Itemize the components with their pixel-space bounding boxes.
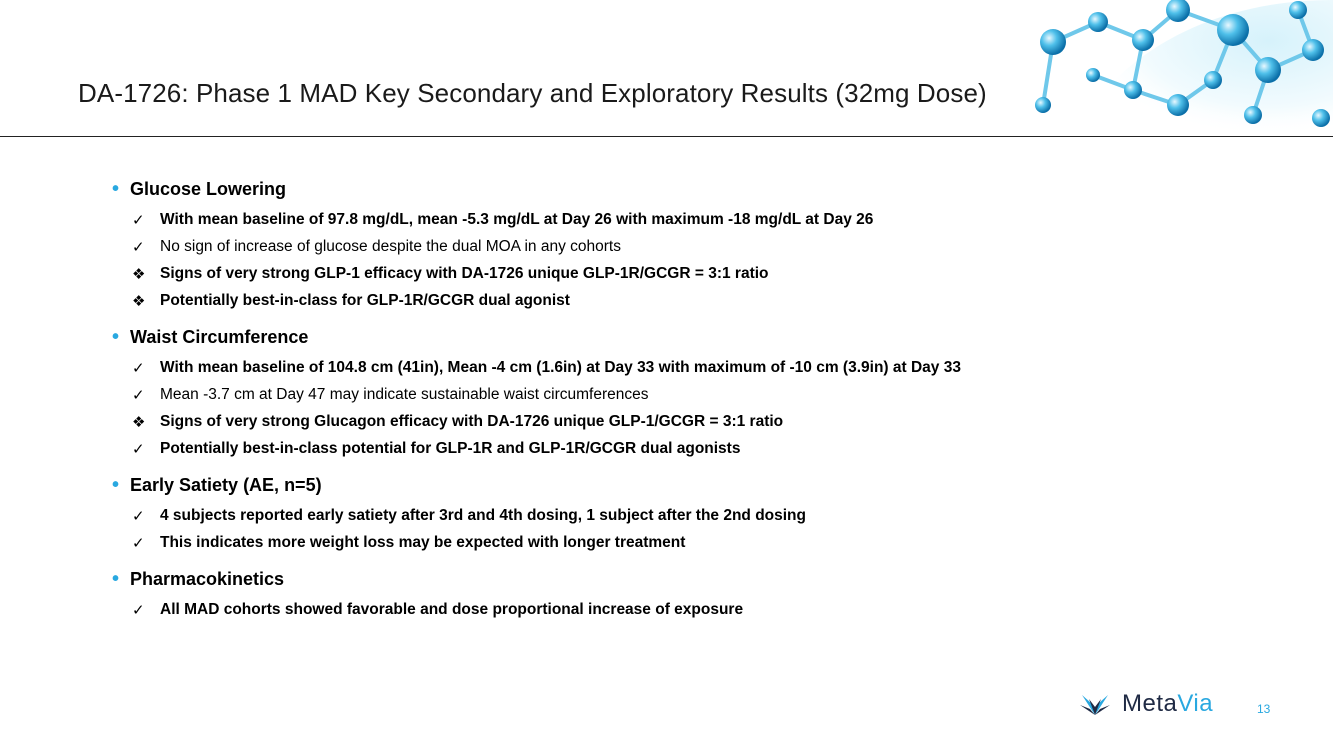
checkmark-icon: ✓ bbox=[132, 534, 145, 552]
list-item-text: Mean -3.7 cm at Day 47 may indicate sustainable waist circumferences bbox=[160, 385, 649, 403]
section-heading bbox=[112, 566, 1232, 592]
metavia-leaf-icon bbox=[1078, 691, 1112, 717]
list-item bbox=[132, 287, 1232, 314]
list-item bbox=[132, 260, 1232, 287]
list-item bbox=[132, 408, 1232, 435]
section-heading-text: Early Satiety (AE, n=5) bbox=[130, 474, 322, 495]
list-item-text: No sign of increase of glucose despite the dual MOA in any cohorts bbox=[160, 237, 621, 255]
section-heading bbox=[112, 176, 1232, 202]
list-item-text: This indicates more weight loss may be expected with longer treatment bbox=[160, 533, 686, 551]
list-item bbox=[132, 354, 1232, 381]
checkmark-icon: ✓ bbox=[132, 238, 145, 256]
logo-meta-text: Meta bbox=[1122, 690, 1178, 717]
section-waist-circumference bbox=[112, 324, 1232, 462]
title-divider bbox=[0, 136, 1333, 137]
list-item-text: 4 subjects reported early satiety after 3rd and 4th dosing, 1 subject after the 2nd dosing bbox=[160, 506, 806, 524]
bullet-dot-icon: • bbox=[112, 178, 120, 200]
list-item bbox=[132, 502, 1232, 529]
checkmark-icon: ✓ bbox=[132, 507, 145, 525]
list-item bbox=[132, 381, 1232, 408]
list-item bbox=[132, 233, 1232, 260]
list-item-text: Potentially best-in-class potential for GLP-1R and GLP-1R/GCGR dual agonists bbox=[160, 439, 741, 457]
diamond-bullet-icon: ❖ bbox=[132, 265, 146, 283]
section-heading bbox=[112, 472, 1232, 498]
bullet-dot-icon: • bbox=[112, 474, 120, 496]
section-heading-text: Waist Circumference bbox=[130, 326, 309, 347]
diamond-bullet-icon: ❖ bbox=[132, 413, 146, 431]
list-item bbox=[132, 529, 1232, 556]
section-glucose-lowering bbox=[112, 176, 1232, 314]
metavia-logo bbox=[1078, 690, 1213, 718]
section-pharmacokinetics bbox=[112, 566, 1232, 623]
section-heading bbox=[112, 324, 1232, 350]
list-item-text: Potentially best-in-class for GLP-1R/GCGR dual agonist bbox=[160, 291, 570, 309]
list-item-text: Signs of very strong Glucagon efficacy with DA-1726 unique GLP-1/GCGR = 3:1 ratio bbox=[160, 412, 784, 430]
logo-wordmark bbox=[1122, 690, 1213, 718]
section-heading-text: Pharmacokinetics bbox=[130, 568, 285, 589]
list-item-text: With mean baseline of 104.8 cm (41in), Mean -4 cm (1.6in) at Day 33 with maximum of -10 cm (3.9in) at Day 33 bbox=[160, 358, 961, 376]
list-item bbox=[132, 435, 1232, 462]
slide-title: DA-1726: Phase 1 MAD Key Secondary and Exploratory Results (32mg Dose) bbox=[78, 78, 987, 108]
bullet-dot-icon: • bbox=[112, 326, 120, 348]
checkmark-icon: ✓ bbox=[132, 386, 145, 404]
list-item bbox=[132, 596, 1232, 623]
content-area bbox=[112, 176, 1232, 633]
section-heading-text: Glucose Lowering bbox=[130, 178, 287, 199]
page-number: 13 bbox=[1257, 702, 1271, 716]
bullet-dot-icon: • bbox=[112, 568, 120, 590]
list-item bbox=[132, 206, 1232, 233]
checkmark-icon: ✓ bbox=[132, 601, 145, 619]
section-early-satiety bbox=[112, 472, 1232, 556]
diamond-bullet-icon: ❖ bbox=[132, 292, 146, 310]
list-item-text: Signs of very strong GLP-1 efficacy with DA-1726 unique GLP-1R/GCGR = 3:1 ratio bbox=[160, 264, 769, 282]
list-item-text: All MAD cohorts showed favorable and dose proportional increase of exposure bbox=[160, 600, 744, 618]
logo-via-text: Via bbox=[1177, 690, 1214, 717]
list-item-text: With mean baseline of 97.8 mg/dL, mean -5.3 mg/dL at Day 26 with maximum -18 mg/dL at Day 26 bbox=[160, 210, 874, 228]
molecule-illustration-icon bbox=[1003, 0, 1333, 136]
checkmark-icon: ✓ bbox=[132, 211, 145, 229]
checkmark-icon: ✓ bbox=[132, 440, 145, 458]
checkmark-icon: ✓ bbox=[132, 359, 145, 377]
